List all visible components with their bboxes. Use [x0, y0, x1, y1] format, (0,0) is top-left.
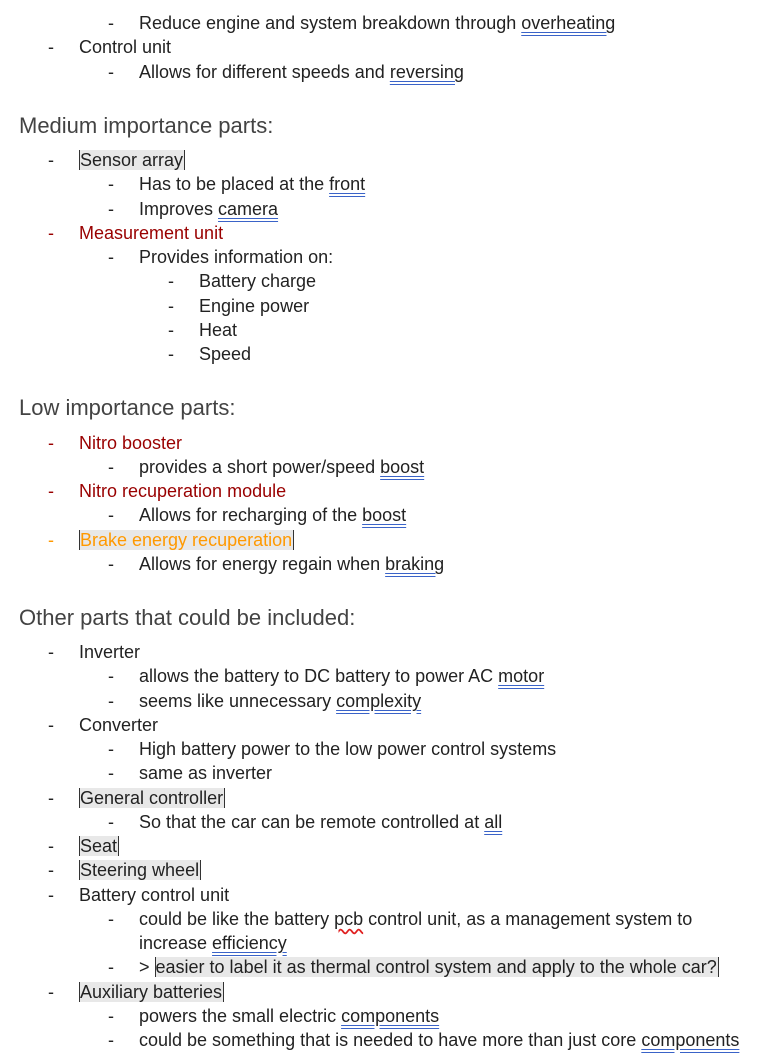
bullet-dash: -	[108, 457, 114, 477]
linked-word[interactable]: front	[329, 174, 366, 194]
list-item[interactable]	[139, 811, 502, 833]
bullet-dash: -	[48, 481, 54, 501]
list-item[interactable]	[139, 504, 406, 526]
list-item[interactable]	[139, 553, 444, 575]
bullet-dash: -	[48, 836, 54, 856]
list-item[interactable]	[79, 149, 185, 171]
item-text: >	[139, 957, 155, 977]
bullet-dash: -	[48, 223, 54, 243]
linked-word[interactable]: camera	[218, 199, 279, 219]
heading-low: Low importance parts:	[19, 395, 236, 420]
heading-other: Other parts that could be included:	[19, 605, 356, 630]
list-item[interactable]: Battery charge	[199, 271, 317, 291]
list-item[interactable]	[79, 859, 201, 881]
list-item[interactable]	[79, 787, 225, 809]
list-item[interactable]	[139, 690, 421, 712]
highlighted-text[interactable]: Brake energy recuperation	[80, 530, 293, 550]
linked-word[interactable]: motor	[498, 666, 545, 686]
item-text: Reduce engine and system breakdown through	[139, 13, 522, 33]
list-item[interactable]	[139, 456, 424, 478]
item-text: So that the car can be remote controlled at	[139, 812, 485, 832]
list-item[interactable]: Speed	[199, 344, 252, 364]
bullet-dash: -	[108, 812, 114, 832]
list-item[interactable]: Nitro recuperation module	[79, 481, 287, 501]
list-item[interactable]: Control unit	[79, 37, 172, 57]
linked-word[interactable]: all	[484, 812, 503, 832]
linked-word[interactable]: boost	[380, 457, 425, 477]
bullet-dash: -	[48, 37, 54, 57]
highlighted-text[interactable]: Auxiliary batteries	[80, 982, 223, 1002]
bullet-dash: -	[108, 174, 114, 194]
bullet-dash: -	[108, 1030, 114, 1050]
list-item[interactable]: Inverter	[79, 642, 141, 662]
linked-word[interactable]: complexity	[336, 691, 422, 711]
list-item[interactable]	[79, 529, 294, 551]
bullet-dash: -	[108, 554, 114, 574]
list-item[interactable]	[139, 665, 544, 687]
list-item[interactable]	[139, 1005, 439, 1027]
bullet-dash: -	[108, 691, 114, 711]
list-item[interactable]: Heat	[199, 320, 238, 340]
bullet-dash: -	[48, 715, 54, 735]
bullet-dash: -	[48, 885, 54, 905]
item-text: increase	[139, 933, 213, 953]
item-text: could be something that is needed to have more than just core	[139, 1030, 642, 1050]
bullet-dash: -	[168, 344, 174, 364]
linked-word[interactable]: braking	[385, 554, 445, 574]
list-item[interactable]	[139, 173, 365, 195]
list-item[interactable]: Nitro booster	[79, 433, 183, 453]
bullet-dash: -	[48, 530, 54, 550]
highlighted-text[interactable]: General controller	[80, 788, 224, 808]
bullet-dash: -	[48, 150, 54, 170]
bullet-dash: -	[48, 982, 54, 1002]
bullet-dash: -	[108, 957, 114, 977]
bullet-dash: -	[108, 909, 114, 929]
linked-word[interactable]: overheating	[521, 13, 616, 33]
list-item[interactable]	[139, 61, 464, 83]
list-item[interactable]	[139, 1029, 739, 1051]
linked-word[interactable]: efficiency	[212, 933, 287, 953]
list-item[interactable]: Provides information on:	[139, 247, 334, 267]
bullet-dash: -	[108, 763, 114, 783]
item-text: control unit, as a management system to	[363, 909, 693, 929]
highlighted-text[interactable]: Sensor array	[80, 150, 184, 170]
bullet-dash: -	[48, 433, 54, 453]
bullet-dash: -	[108, 62, 114, 82]
highlighted-text[interactable]: Seat	[80, 836, 118, 856]
item-text: provides a short power/speed	[139, 457, 381, 477]
bullet-dash: -	[168, 271, 174, 291]
bullet-dash: -	[48, 860, 54, 880]
linked-word[interactable]: reversing	[389, 62, 464, 82]
bullet-dash: -	[48, 788, 54, 808]
list-item[interactable]	[139, 956, 719, 978]
linked-word[interactable]: components	[641, 1030, 740, 1050]
bullet-dash: -	[168, 296, 174, 316]
list-item[interactable]	[139, 908, 692, 930]
item-text: could be like the battery	[139, 909, 335, 929]
item-text: Allows for recharging of the	[139, 505, 363, 525]
list-item[interactable]: Measurement unit	[79, 223, 224, 243]
list-item-continuation[interactable]	[139, 932, 287, 954]
list-item[interactable]	[79, 981, 224, 1003]
bullet-dash: -	[168, 320, 174, 340]
bullet-dash: -	[108, 1006, 114, 1026]
linked-word[interactable]: components	[341, 1006, 440, 1026]
item-text: Allows for energy regain when	[139, 554, 386, 574]
item-text: allows the battery to DC battery to power AC	[139, 666, 499, 686]
highlighted-text[interactable]: easier to label it as thermal control system and apply to the whole car?	[155, 957, 717, 977]
list-item[interactable]: High battery power to the low power control systems	[139, 739, 557, 759]
linked-word[interactable]: boost	[362, 505, 407, 525]
bullet-dash: -	[108, 505, 114, 525]
item-text: Improves	[139, 199, 219, 219]
list-item[interactable]: Converter	[79, 715, 159, 735]
item-text: Allows for different speeds and	[139, 62, 390, 82]
list-item[interactable]: Engine power	[199, 296, 310, 316]
bullet-dash: -	[108, 13, 114, 33]
highlighted-text[interactable]: Steering wheel	[80, 860, 200, 880]
item-text: seems like unnecessary	[139, 691, 337, 711]
bullet-dash: -	[108, 199, 114, 219]
item-text: powers the small electric	[139, 1006, 342, 1026]
bullet-dash: -	[108, 666, 114, 686]
list-item[interactable]: same as inverter	[139, 763, 273, 783]
list-item[interactable]	[79, 835, 119, 857]
list-item[interactable]	[139, 12, 615, 34]
heading-medium: Medium importance parts:	[19, 113, 274, 138]
bullet-dash: -	[48, 642, 54, 662]
misspelled-word[interactable]: pcb	[334, 909, 364, 929]
bullet-dash: -	[108, 739, 114, 759]
item-text: Has to be placed at the	[139, 174, 330, 194]
list-item[interactable]: Battery control unit	[79, 885, 230, 905]
list-item[interactable]	[139, 198, 278, 220]
bullet-dash: -	[108, 247, 114, 267]
